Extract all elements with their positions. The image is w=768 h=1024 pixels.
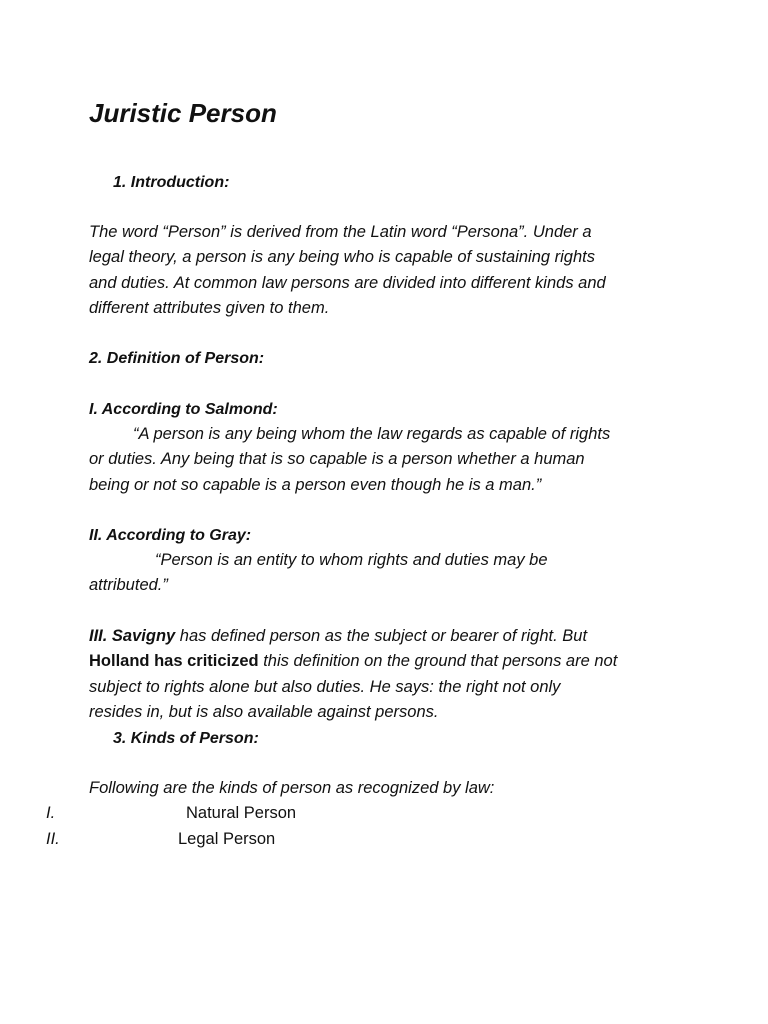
kinds-intro: Following are the kinds of person as recognized by law: xyxy=(89,779,495,797)
paragraph-line xyxy=(89,649,617,674)
introduction-paragraph xyxy=(89,220,606,321)
list-item xyxy=(0,801,768,826)
paragraph-text: this definition on the ground that persons are not xyxy=(258,652,618,671)
list-item xyxy=(0,827,768,852)
list-label: Legal Person xyxy=(178,830,276,848)
paragraph-line: different attributes given to them. xyxy=(89,298,330,317)
quote-line: or duties. Any being that is so capable is a person whether a human xyxy=(89,450,585,469)
quote-line: being or not so capable is a person even though he is a man.” xyxy=(89,475,542,494)
quote-line: attributed.” xyxy=(89,576,168,595)
salmond-heading: I. According to Salmond: xyxy=(89,401,278,418)
quote-line: “A person is any being whom the law regards as capable of rights xyxy=(133,425,611,443)
gray-heading: II. According to Gray: xyxy=(89,527,252,544)
quote-line: “Person is an entity to whom rights and duties may be xyxy=(155,551,548,569)
paragraph-line: legal theory, a person is any being who is capable of sustaining rights xyxy=(89,248,595,267)
kinds-heading: 3. Kinds of Person: xyxy=(113,730,259,747)
definition-heading: 2. Definition of Person: xyxy=(89,350,265,367)
document-title: Juristic Person xyxy=(89,98,277,128)
paragraph-line: resides in, but is also available against persons. xyxy=(89,702,439,721)
gray-quote xyxy=(89,548,548,599)
list-numeral: I. xyxy=(46,804,56,822)
savigny-bold: III. Savigny xyxy=(89,627,176,645)
salmond-quote xyxy=(89,422,610,498)
paragraph-line: subject to rights alone but also duties. He says: the right not only xyxy=(89,677,561,696)
savigny-paragraph xyxy=(89,624,617,725)
introduction-heading: 1. Introduction: xyxy=(113,174,230,191)
paragraph-text: has defined person as the subject or bearer of right. But xyxy=(175,627,588,645)
paragraph-line xyxy=(89,624,617,649)
list-numeral: II. xyxy=(46,830,60,848)
paragraph-line: The word “Person” is derived from the Latin word “Persona”. Under a xyxy=(89,223,592,241)
list-label: Natural Person xyxy=(186,804,297,822)
paragraph-line: and duties. At common law persons are divided into different kinds and xyxy=(89,273,606,292)
holland-bold: Holland has criticized xyxy=(89,652,259,671)
